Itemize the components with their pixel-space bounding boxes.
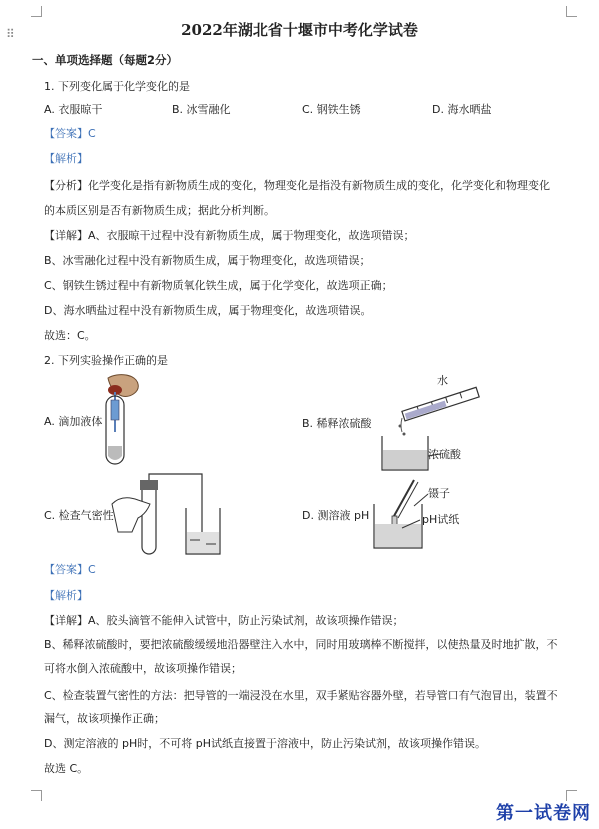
section-heading: 一、单项选择题（每题2分） <box>32 53 179 67</box>
q1-option-b: B. 冰雪融化 <box>172 103 231 116</box>
q1-detail-line-3: C、钢铁生锈过程中有新物质氧化铁生成，属于化学变化，故选项正确； <box>44 279 393 292</box>
q2-option-a: A. 滴加液体 <box>44 415 103 428</box>
dropper-test-tube-diagram <box>96 372 156 472</box>
label-concentrated-acid: 浓硫酸 <box>428 448 461 461</box>
drag-handle-icon[interactable]: ⠿ <box>6 27 15 41</box>
q2-analysis-tag: 【解析】 <box>44 589 88 602</box>
corner-mark-top-left <box>31 6 42 17</box>
q2-option-b: B. 稀释浓硫酸 <box>302 417 372 430</box>
q2-detail-line-3: 可将水倒入浓硫酸中，故该项操作错误； <box>44 662 242 675</box>
corner-mark-bottom-left <box>31 790 42 801</box>
q2-detail-line-5: 漏气，故该项操作正确； <box>44 712 165 725</box>
q1-detail-line-2: B、冰雪融化过程中没有新物质生成，属于物理变化，故选项错误； <box>44 254 371 267</box>
corner-mark-top-right <box>566 6 577 17</box>
q1-conclusion: 故选：C。 <box>44 329 96 342</box>
q1-answer: 【答案】C <box>44 127 96 140</box>
q2-option-c: C. 检查气密性 <box>44 509 114 522</box>
label-tweezers: 镊子 <box>428 487 450 500</box>
q1-analysis-tag: 【解析】 <box>44 152 88 165</box>
label-water: 水 <box>437 374 448 387</box>
q2-stem: 2. 下列实验操作正确的是 <box>44 354 168 367</box>
q2-conclusion: 故选 C。 <box>44 762 89 775</box>
airtightness-check-diagram <box>112 474 224 556</box>
q2-detail-line-6: D、测定溶液的 pH时，不可将 pH试纸直接置于溶液中，防止污染试剂，故该项操作错误。 <box>44 737 486 750</box>
q2-option-d: D. 测溶液 pH <box>302 509 370 522</box>
site-watermark: 第一试卷网 <box>496 803 591 824</box>
q1-fenxi-line-1: 【分析】化学变化是指有新物质生成的变化，物理变化是指没有新物质生成的变化，化学变化和物理变化 <box>44 179 550 192</box>
page-title: 2022年湖北省十堰市中考化学试卷 <box>181 21 418 39</box>
q1-option-a: A. 衣服晾干 <box>44 103 103 116</box>
q2-answer: 【答案】C <box>44 563 96 576</box>
label-ph-paper: pH试纸 <box>422 513 460 526</box>
q2-detail-line-1: 【详解】A、胶头滴管不能伸入试管中，防止污染试剂，故该项操作错误； <box>44 614 404 627</box>
q1-fenxi-line-2: 的本质区别是否有新物质生成；据此分析判断。 <box>44 204 275 217</box>
q2-detail-line-2: B、稀释浓硫酸时，要把浓硫酸缓缓地沿器壁注入水中，同时用玻璃棒不断搅拌，以使热量及时地扩散，不 <box>44 638 558 651</box>
q1-stem: 1. 下列变化属于化学变化的是 <box>44 80 190 93</box>
q1-detail-line-1: 【详解】A、衣服晾干过程中没有新物质生成，属于物理变化，故选项错误； <box>44 229 415 242</box>
q1-option-c: C. 钢铁生锈 <box>302 103 361 116</box>
q2-detail-line-4: C、检查装置气密性的方法：把导管的一端浸没在水里，双手紧贴容器外壁，若导管口有气泡冒出，装置不 <box>44 689 558 702</box>
q1-detail-line-4: D、海水晒盐过程中没有新物质生成，属于物理变化，故选项错误。 <box>44 304 372 317</box>
q1-option-d: D. 海水晒盐 <box>432 103 492 116</box>
